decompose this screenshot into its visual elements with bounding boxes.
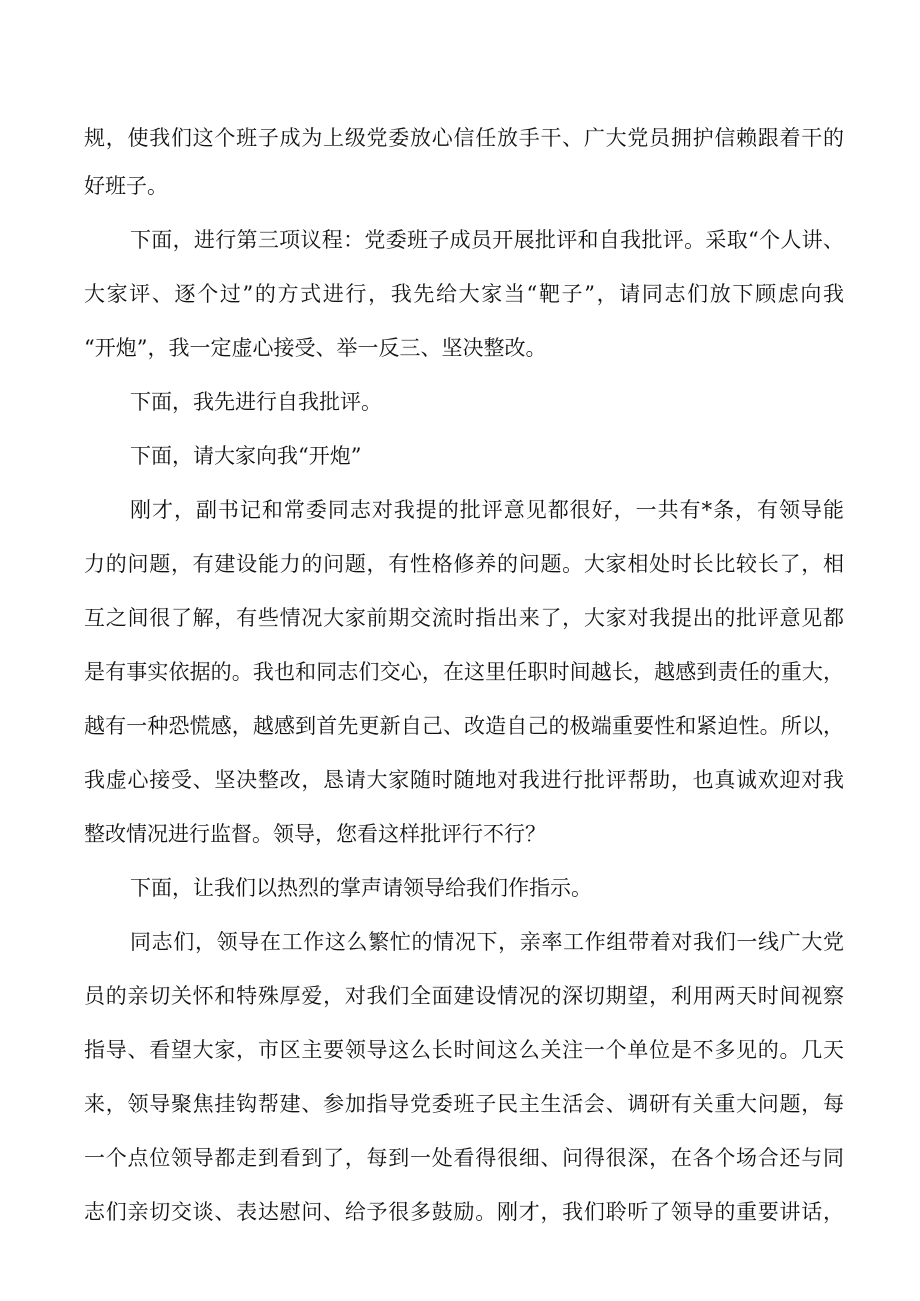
paragraph-first-line: 同志们，领导在工作这么繁忙的情况下，亲率工作组带着对我们一线广大党 bbox=[130, 930, 844, 954]
text-line: 大家评、逐个过”的方式进行，我先给大家当“靶子”，请同志们放下顾虑向我 bbox=[84, 282, 844, 306]
text-line: 志们亲切交谈、表达慰问、给予很多鼓励。刚才，我们聆听了领导的重要讲话， bbox=[84, 1200, 844, 1224]
text-line: 规，使我们这个班子成为上级党委放心信任放手干、广大党员拥护信赖跟着干的 bbox=[84, 126, 844, 150]
text-line: 好班子。 bbox=[84, 174, 168, 198]
text-line: 互之间很了解，有些情况大家前期交流时指出来了，大家对我提出的批评意见都 bbox=[84, 606, 844, 630]
paragraph-first-line: 下面，进行第三项议程：党委班子成员开展批评和自我批评。采取“个人讲、 bbox=[130, 228, 844, 252]
text-line: 越有一种恐慌感，越感到首先更新自己、改造自己的极端重要性和紧迫性。所以， bbox=[84, 714, 844, 738]
text-line: 来，领导聚焦挂钩帮建、参加指导党委班子民主生活会、调研有关重大问题，每 bbox=[84, 1092, 844, 1116]
paragraph-first-line: 下面，让我们以热烈的掌声请领导给我们作指示。 bbox=[130, 876, 592, 900]
text-line: 我虚心接受、坚决整改，恳请大家随时随地对我进行批评帮助，也真诚欢迎对我 bbox=[84, 768, 844, 792]
text-line: “开炮”，我一定虚心接受、举一反三、坚决整改。 bbox=[84, 336, 547, 360]
text-line: 一个点位领导都走到看到了，每到一处看得很细、问得很深，在各个场合还与同 bbox=[84, 1146, 844, 1170]
text-line: 员的亲切关怀和特殊厚爱，对我们全面建设情况的深切期望，利用两天时间视察 bbox=[84, 984, 844, 1008]
paragraph-first-line: 刚才，副书记和常委同志对我提的批评意见都很好，一共有*条，有领导能 bbox=[130, 498, 844, 522]
text-line: 是有事实依据的。我也和同志们交心，在这里任职时间越长，越感到责任的重大， bbox=[84, 660, 844, 684]
paragraph-first-line: 下面，请大家向我“开炮” bbox=[130, 444, 362, 468]
paragraph-first-line: 下面，我先进行自我批评。 bbox=[130, 390, 382, 414]
text-line: 力的问题，有建设能力的问题，有性格修养的问题。大家相处时长比较长了，相 bbox=[84, 552, 844, 576]
text-line: 指导、看望大家，市区主要领导这么长时间这么关注一个单位是不多见的。几天 bbox=[84, 1038, 844, 1062]
text-line: 整改情况进行监督。领导，您看这样批评行不行？ bbox=[84, 822, 546, 846]
